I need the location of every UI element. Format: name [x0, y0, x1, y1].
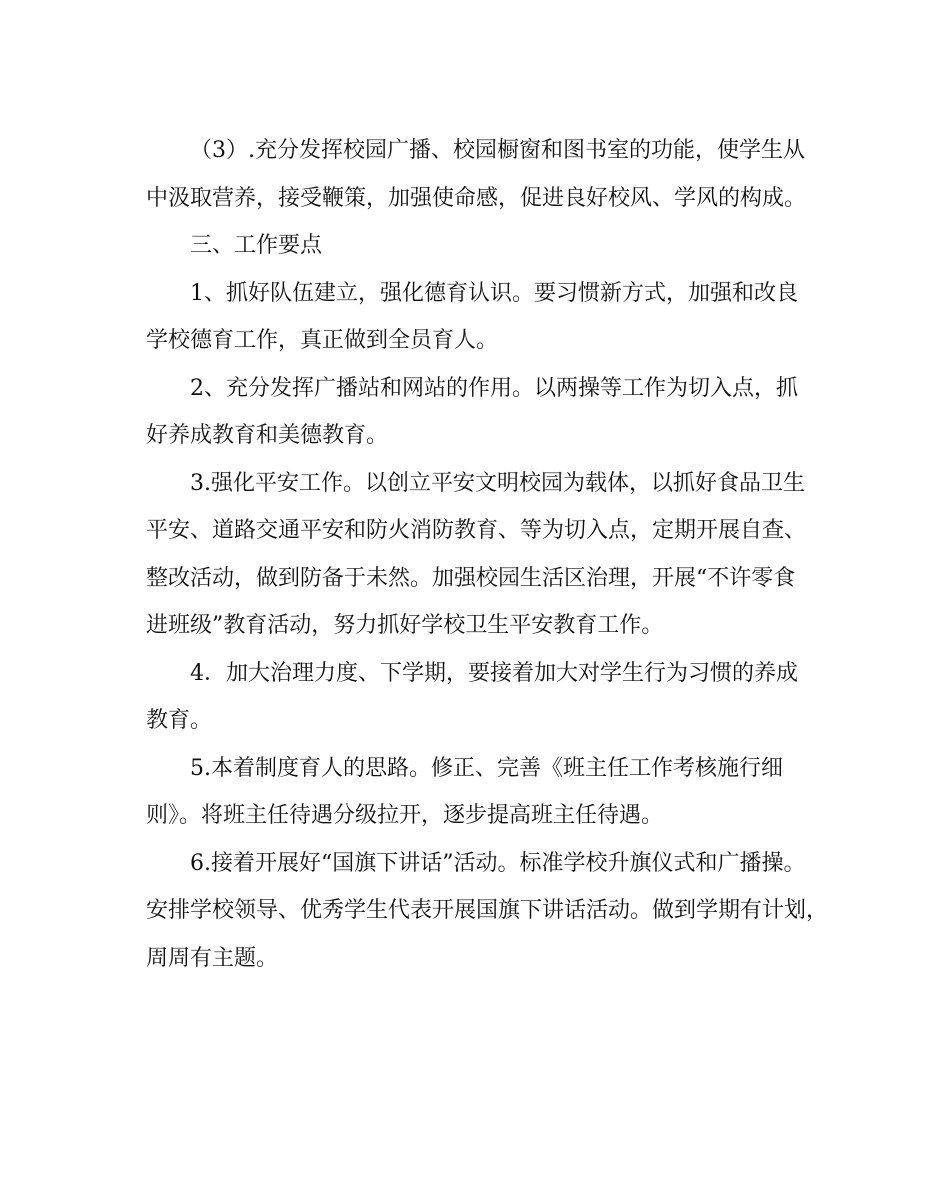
section-heading: 三、工作要点 — [190, 233, 323, 258]
text-line: 5.本着制度育人的思路。修正、完善《班主任工作考核施行细 — [190, 755, 783, 781]
text-line: 1、抓好队伍建立，强化德育认识。要习惯新方式，加强和改良 — [190, 280, 798, 306]
text-line: 6.接着开展好“国旗下讲话”活动。标准学校升旗仪式和广播操。 — [190, 850, 806, 876]
text-line: 则》。将班主任待遇分级拉开，逐步提高班主任待遇。 — [146, 803, 664, 828]
text-line: 3.强化平安工作。以创立平安文明校园为载体，以抓好食品卫生 — [190, 470, 805, 496]
text-line: 4．加大治理力度、下学期，要接着加大对学生行为习惯的养成 — [190, 660, 798, 686]
text-line: 平安、道路交通平安和防火消防教育、等为切入点，定期开展自查、 — [146, 518, 807, 543]
text-line: 2、充分发挥广播站和网站的作用。以两操等工作为切入点，抓 — [190, 375, 798, 401]
text-line: 好养成教育和美德教育。 — [146, 423, 389, 448]
text-line: 中汲取营养，接受鞭策，加强使命感，促进良好校风、学风的构成。 — [146, 185, 807, 211]
text-line: 周周有主题。 — [146, 945, 279, 971]
text-line: 教育。 — [146, 708, 213, 733]
text-line: （3）.充分发挥校园广播、校园橱窗和图书室的功能，使学生从 — [190, 138, 805, 163]
text-line: 安排学校领导、优秀学生代表开展国旗下讲话活动。做到学期有计划， — [146, 898, 829, 923]
document-body — [146, 127, 829, 982]
text-line: 学校德育工作，真正做到全员育人。 — [146, 328, 499, 353]
text-line: 整改活动，做到防备于未然。加强校园生活区治理，开展“不许零食 — [146, 565, 796, 591]
text-line: 进班级”教育活动，努力抓好学校卫生平安教育工作。 — [146, 613, 664, 638]
